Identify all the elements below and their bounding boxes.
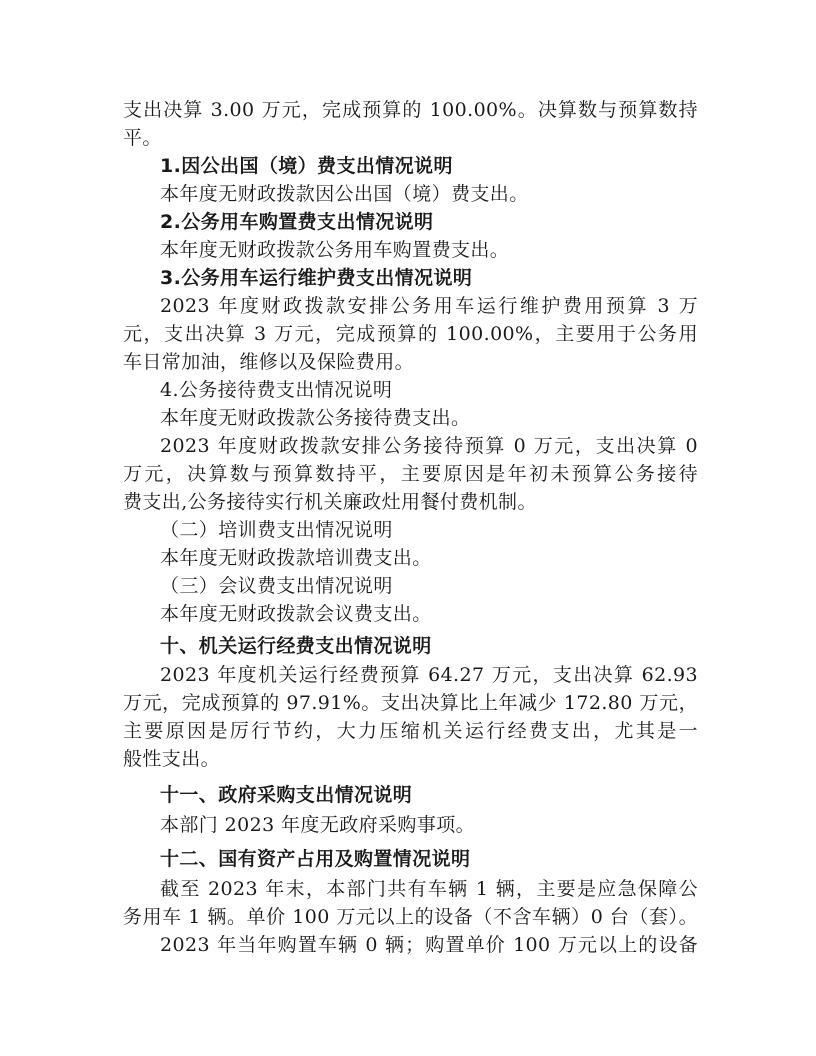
paragraph-line: 本部门 2023 年度无政府采购事项。 <box>160 814 476 836</box>
section-heading: 4.公务接待费支出情况说明 <box>160 379 393 401</box>
paragraph-line: 2023 年度财政拨款安排公务用车运行维护费用预算 3 万 <box>160 295 698 317</box>
paragraph-line: 支出决算 3.00 万元，完成预算的 100.00%。决算数与预算数持 <box>123 99 698 121</box>
paragraph-line: 本年度无财政拨款培训费支出。 <box>160 547 432 569</box>
paragraph-line: 车日常加油，维修以及保险费用。 <box>123 351 415 373</box>
paragraph-line: 本年度无财政拨款公务接待费支出。 <box>160 407 471 429</box>
section-heading: 3.公务用车运行维护费支出情况说明 <box>160 267 473 289</box>
paragraph-line: 2023 年当年购置车辆 0 辆；购置单价 100 万元以上的设备 <box>160 934 698 956</box>
paragraph-line: 元，支出决算 3 万元，完成预算的 100.00%，主要用于公务用 <box>123 323 698 345</box>
paragraph-line: 截至 2023 年末，本部门共有车辆 1 辆，主要是应急保障公 <box>160 878 698 900</box>
paragraph-line: 2023 年度财政拨款安排公务接待预算 0 万元，支出决算 0 <box>160 435 698 457</box>
paragraph-line: 本年度无财政拨款因公出国（境）费支出。 <box>160 183 529 205</box>
section-heading: 十二、国有资产占用及购置情况说明 <box>160 848 471 870</box>
paragraph-line: 般性支出。 <box>123 748 221 770</box>
paragraph-line: 主要原因是厉行节约，大力压缩机关运行经费支出，尤其是一 <box>123 720 698 742</box>
section-heading: 十一、政府采购支出情况说明 <box>160 784 413 806</box>
paragraph-line: 务用车 1 辆。单价 100 万元以上的设备（不含车辆）0 台（套）。 <box>123 906 698 928</box>
paragraph-line: 万元，完成预算的 97.91%。支出决算比上年减少 172.80 万元， <box>123 692 698 714</box>
paragraph-line: 平。 <box>123 127 162 149</box>
paragraph-line: 本年度无财政拨款公务用车购置费支出。 <box>160 239 510 261</box>
paragraph-line: 万元，决算数与预算数持平，主要原因是年初未预算公务接待 <box>123 463 698 485</box>
section-heading: 1.因公出国（境）费支出情况说明 <box>160 155 453 177</box>
paragraph-line: 费支出,公务接待实行机关廉政灶用餐付费机制。 <box>123 491 537 513</box>
section-heading: 十、机关运行经费支出情况说明 <box>160 635 432 657</box>
section-heading: （三）会议费支出情况说明 <box>160 575 393 597</box>
section-heading: 2.公务用车购置费支出情况说明 <box>160 211 434 233</box>
paragraph-line: 本年度无财政拨款会议费支出。 <box>160 603 432 625</box>
paragraph-line: 2023 年度机关运行经费预算 64.27 万元，支出决算 62.93 <box>160 664 698 686</box>
section-heading: （二）培训费支出情况说明 <box>160 519 393 541</box>
